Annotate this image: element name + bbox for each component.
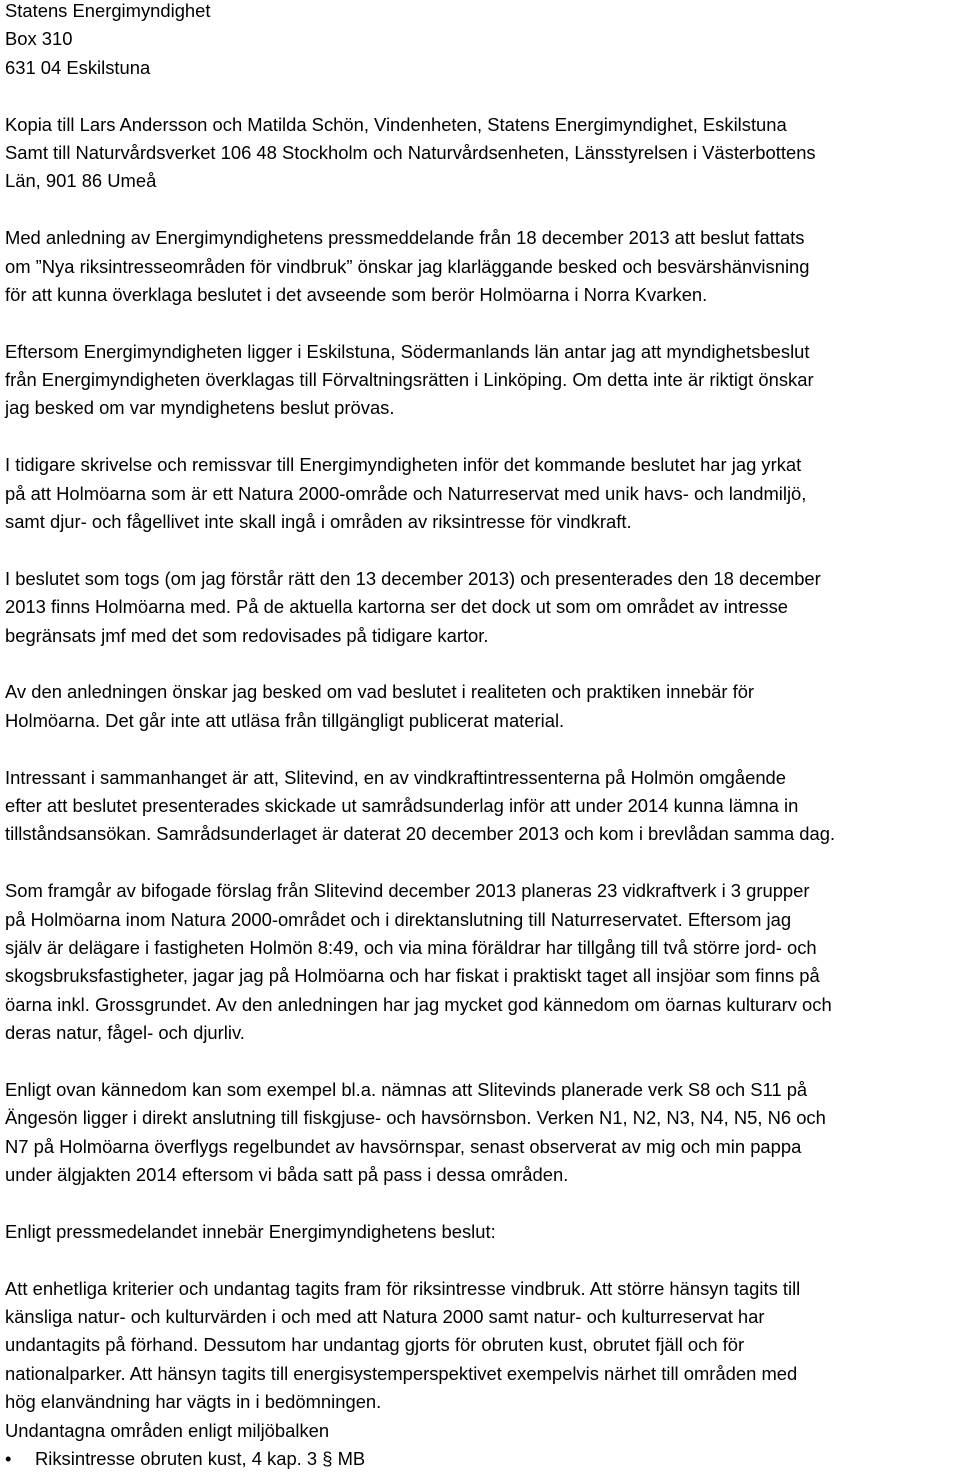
- paragraph-line: på att Holmöarna som är ett Natura 2000-område och Naturreservat med unik havs- och landmiljö,: [5, 482, 807, 504]
- paragraph-line: från Energimyndigheten överklagas till Förvaltningsrätten i Linköping. Om detta inte är riktigt önskar: [5, 369, 814, 391]
- paragraph-proposal: [5, 877, 957, 1047]
- paragraph-line: Enligt pressmedelandet innebär Energimyndighetens beslut:: [5, 1220, 496, 1242]
- paragraph-line: efter att beslutet presenterades skickade ut samrådsunderlag inför att under 2014 kunna lämna in: [5, 794, 799, 816]
- exceptions-heading: Undantagna områden enligt miljöbalken: [5, 1419, 330, 1441]
- paragraph-line: tillståndsansökan. Samrådsunderlaget är daterat 20 december 2013 och kom i brevlådan samma dag.: [5, 823, 836, 845]
- recipient-box: Box 310: [5, 28, 73, 50]
- paragraph-line: skogsbruksfastigheter, jagar jag på Holmöarna och har fiskat i praktiskt taget all insjöar som finns på: [5, 965, 820, 987]
- paragraph-criteria: [5, 1275, 957, 1417]
- paragraph-line: själv är delägare i fastigheten Holmön 8:49, och via mina föräldrar har tillgång till två större jord- och: [5, 936, 817, 958]
- paragraph-line: Holmöarna. Det går inte att utläsa från tillgängligt publicerat material.: [5, 709, 565, 731]
- paragraph-line: I tidigare skrivelse och remissvar till Energimyndigheten inför det kommande beslutet har jag yrkat: [5, 454, 802, 476]
- paragraph-line: under älgjakten 2014 eftersom vi båda satt på pass i dessa områden.: [5, 1164, 569, 1186]
- copy-line: Kopia till Lars Andersson och Matilda Schön, Vindenheten, Statens Energimyndighet, Eskilstuna: [5, 113, 787, 135]
- paragraph-decision: [5, 565, 957, 650]
- address-block: [5, 0, 957, 82]
- recipient-org: Statens Energimyndighet: [5, 0, 211, 21]
- paragraph-line: begränsats jmf med det som redovisades på tidigare kartor.: [5, 624, 489, 646]
- paragraph-request: [5, 224, 957, 309]
- paragraph-line: Ängesön ligger i direkt anslutning till fiskgjuse- och havsörnsbon. Verken N1, N2, N3, N4, N5, N6 och: [5, 1107, 826, 1129]
- paragraph-line: Som framgår av bifogade förslag från Slitevind december 2013 planeras 23 vidkraftverk i 3 grupper: [5, 880, 810, 902]
- paragraph-line: öarna inkl. Grossgrundet. Av den anledningen har jag mycket god kännedom om öarnas kulturarv och: [5, 993, 832, 1015]
- copy-line: Län, 901 86 Umeå: [5, 170, 157, 192]
- paragraph-clarification: [5, 678, 957, 735]
- paragraph-line: deras natur, fågel- och djurliv.: [5, 1022, 245, 1044]
- recipient-city: 631 04 Eskilstuna: [5, 56, 151, 78]
- paragraph-previous-letter: [5, 451, 957, 536]
- paragraph-line: Intressant i sammanhanget är att, Slitevind, en av vindkraftintressenterna på Holmön omgående: [5, 766, 787, 788]
- paragraph-line: I beslutet som togs (om jag förstår rätt den 13 december 2013) och presenterades den 18 december: [5, 567, 821, 589]
- paragraph-line: känsliga natur- och kulturvärden i och med att Natura 2000 samt natur- och kulturreservat har: [5, 1305, 765, 1327]
- paragraph-line: Enligt ovan kännedom kan som exempel bl.a. nämnas att Slitevinds planerade verk S8 och S11 på: [5, 1078, 808, 1100]
- paragraph-slitevind: [5, 764, 957, 849]
- paragraph-line: undantagits på förhand. Dessutom har undantag gjorts för obruten kust, obrutet fjäll och för: [5, 1334, 745, 1356]
- paragraph-wildlife: [5, 1076, 957, 1190]
- copy-recipients: [5, 111, 957, 196]
- list-item-text: Riksintresse obruten kust, 4 kap. 3 § MB: [35, 1447, 366, 1469]
- paragraph-line: Av den anledningen önskar jag besked om vad beslutet i realiteten och praktiken innebär för: [5, 681, 755, 703]
- paragraph-line: Att enhetliga kriterier och undantag tagits fram för riksintresse vindbruk. Att större hänsyn tagits till: [5, 1277, 801, 1299]
- letter-document: [5, 0, 957, 1473]
- copy-line: Samt till Naturvårdsverket 106 48 Stockholm och Naturvårdsenheten, Länsstyrelsen i Västerbottens: [5, 141, 816, 163]
- paragraph-line: 2013 finns Holmöarna med. På de aktuella kartorna ser det dock ut som om området av intresse: [5, 596, 789, 618]
- paragraph-line: Med anledning av Energimyndighetens pressmeddelande från 18 december 2013 att beslut fattats: [5, 227, 805, 249]
- paragraph-line: för att kunna överklaga beslutet i det avseende som berör Holmöarna i Norra Kvarken.: [5, 283, 708, 305]
- paragraph-line: nationalparker. Att hänsyn tagits till energisystemperspektivet exempelvis närhet till områden med: [5, 1362, 798, 1384]
- paragraph-line: Eftersom Energimyndigheten ligger i Eskilstuna, Södermanlands län antar jag att myndighetsbeslut: [5, 340, 810, 362]
- bullet-icon: •: [5, 1447, 12, 1469]
- list-item: [5, 1445, 957, 1473]
- exceptions-list: [5, 1445, 957, 1473]
- paragraph-court: [5, 338, 957, 423]
- paragraph-line: jag besked om var myndighetens beslut prövas.: [5, 397, 395, 419]
- paragraph-line: hög elanvändning har vägts in i bedömningen.: [5, 1391, 382, 1413]
- paragraph-press-release: [5, 1218, 957, 1246]
- paragraph-line: på Holmöarna inom Natura 2000-området och i direktanslutning till Naturreservatet. Eftersom jag: [5, 908, 792, 930]
- paragraph-line: om ”Nya riksintresseområden för vindbruk” önskar jag klarläggande besked och besvärshänvisning: [5, 255, 810, 277]
- paragraph-line: N7 på Holmöarna överflygs regelbundet av havsörnspar, senast observerat av mig och min pappa: [5, 1135, 802, 1157]
- paragraph-line: samt djur- och fågellivet inte skall ingå i områden av riksintresse för vindkraft.: [5, 511, 632, 533]
